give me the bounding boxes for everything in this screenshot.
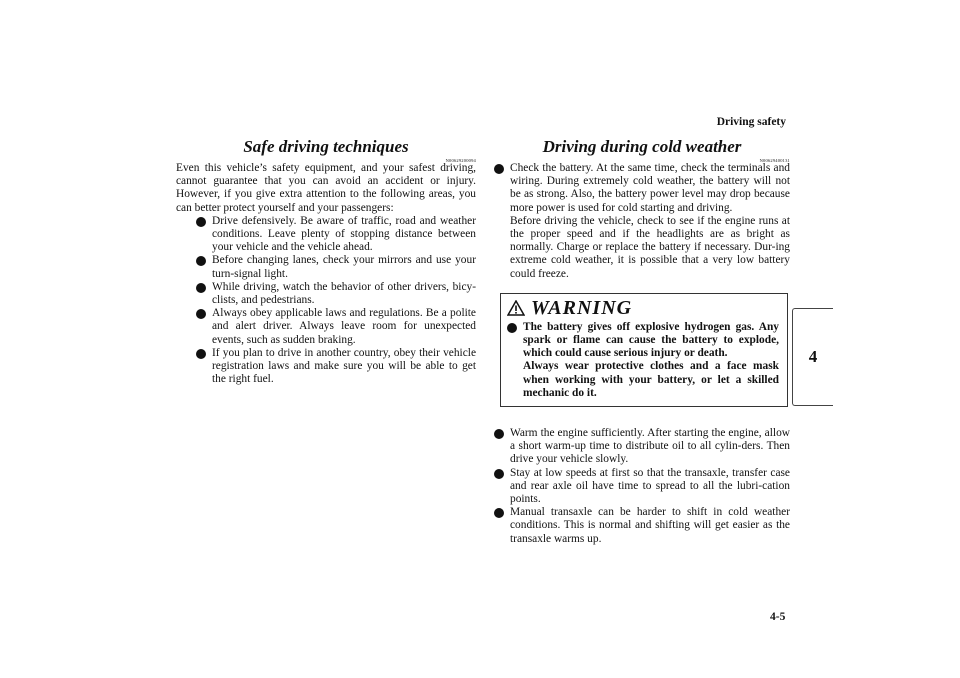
bullet-icon <box>494 164 504 174</box>
section-title: Driving during cold weather <box>542 137 742 156</box>
cold-list-bottom <box>494 427 790 546</box>
section-title: Safe driving techniques <box>243 137 409 156</box>
list-item: Check the battery. At the same time, check the terminals and wiring. During extremely cold weather, the battery will not be as strong. Also, the battery power level may drop because more power is used for cold starting and driving. Before driving the vehicle, check to see if the engine runs at the proper speed and if the headlights are as bright as normally. Charge or replace the battery if necessary. Dur-ing extreme cold weather, it is possible that a very low battery could freeze. <box>494 162 790 281</box>
bullet-icon <box>196 309 206 319</box>
left-column <box>176 136 476 386</box>
warning-triangle-icon <box>507 300 525 316</box>
list-item: If you plan to drive in another country, obey their vehicle registration laws and make sure you will be able to get the right fuel. <box>196 347 476 387</box>
intro-paragraph: Even this vehicle’s safety equipment, and your safest driving, cannot guarantee that you can avoid an accident or injury. However, if you give extra attention to the following areas, you can better protect yourself and your passengers: <box>176 162 476 214</box>
bullet-icon <box>196 217 206 227</box>
list-item: Drive defensively. Be aware of traffic, road and weather conditions. Leave plenty of stopping distance between your vehicle and the vehicle ahead. <box>196 215 476 255</box>
warning-list <box>507 321 779 400</box>
section-code: N00629200094 <box>445 158 476 163</box>
bullet-icon <box>196 283 206 293</box>
right-column <box>494 136 790 546</box>
bullet-icon <box>507 323 517 333</box>
warning-header <box>507 298 779 318</box>
chapter-tab <box>792 308 833 406</box>
list-item: Always obey applicable laws and regulations. Be a polite and alert driver. Always leave room for unexpected events, such as sudden braking. <box>196 307 476 347</box>
list-item: Manual transaxle can be harder to shift in cold weather conditions. This is normal and shifting will get easier as the transaxle warms up. <box>494 506 790 546</box>
list-item: Stay at low speeds at first so that the transaxle, transfer case and rear axle oil have time to spread to all the lubri-cation points. <box>494 467 790 507</box>
warning-box <box>500 293 788 407</box>
running-header: Driving safety <box>716 116 786 128</box>
warning-title: WARNING <box>531 296 633 319</box>
section-safe-driving <box>176 136 476 162</box>
cold-list-top <box>494 162 790 281</box>
bullet-icon <box>196 349 206 359</box>
chapter-number: 4 <box>808 347 818 366</box>
page-number: 4-5 <box>770 611 786 623</box>
bullet-icon <box>494 508 504 518</box>
list-item: Warm the engine sufficiently. After starting the engine, allow a short warm-up time to distribute oil to all cylin-ders. Then drive your vehicle slowly. <box>494 427 790 467</box>
bullet-icon <box>196 256 206 266</box>
section-code: N00629400131 <box>759 158 790 163</box>
list-item: The battery gives off explosive hydrogen gas. Any spark or flame can cause the battery to explode, which could cause serious injury or death. Always wear protective clothes and a face mask when working with your battery, or let a skilled mechanic do it. <box>507 321 779 400</box>
bullet-icon <box>494 469 504 479</box>
list-item: Before changing lanes, check your mirrors and use your turn-signal light. <box>196 254 476 280</box>
section-cold-weather <box>494 136 790 162</box>
tips-list <box>196 215 476 387</box>
bullet-icon <box>494 429 504 439</box>
list-item: While driving, watch the behavior of other drivers, bicy-clists, and pedestrians. <box>196 281 476 307</box>
